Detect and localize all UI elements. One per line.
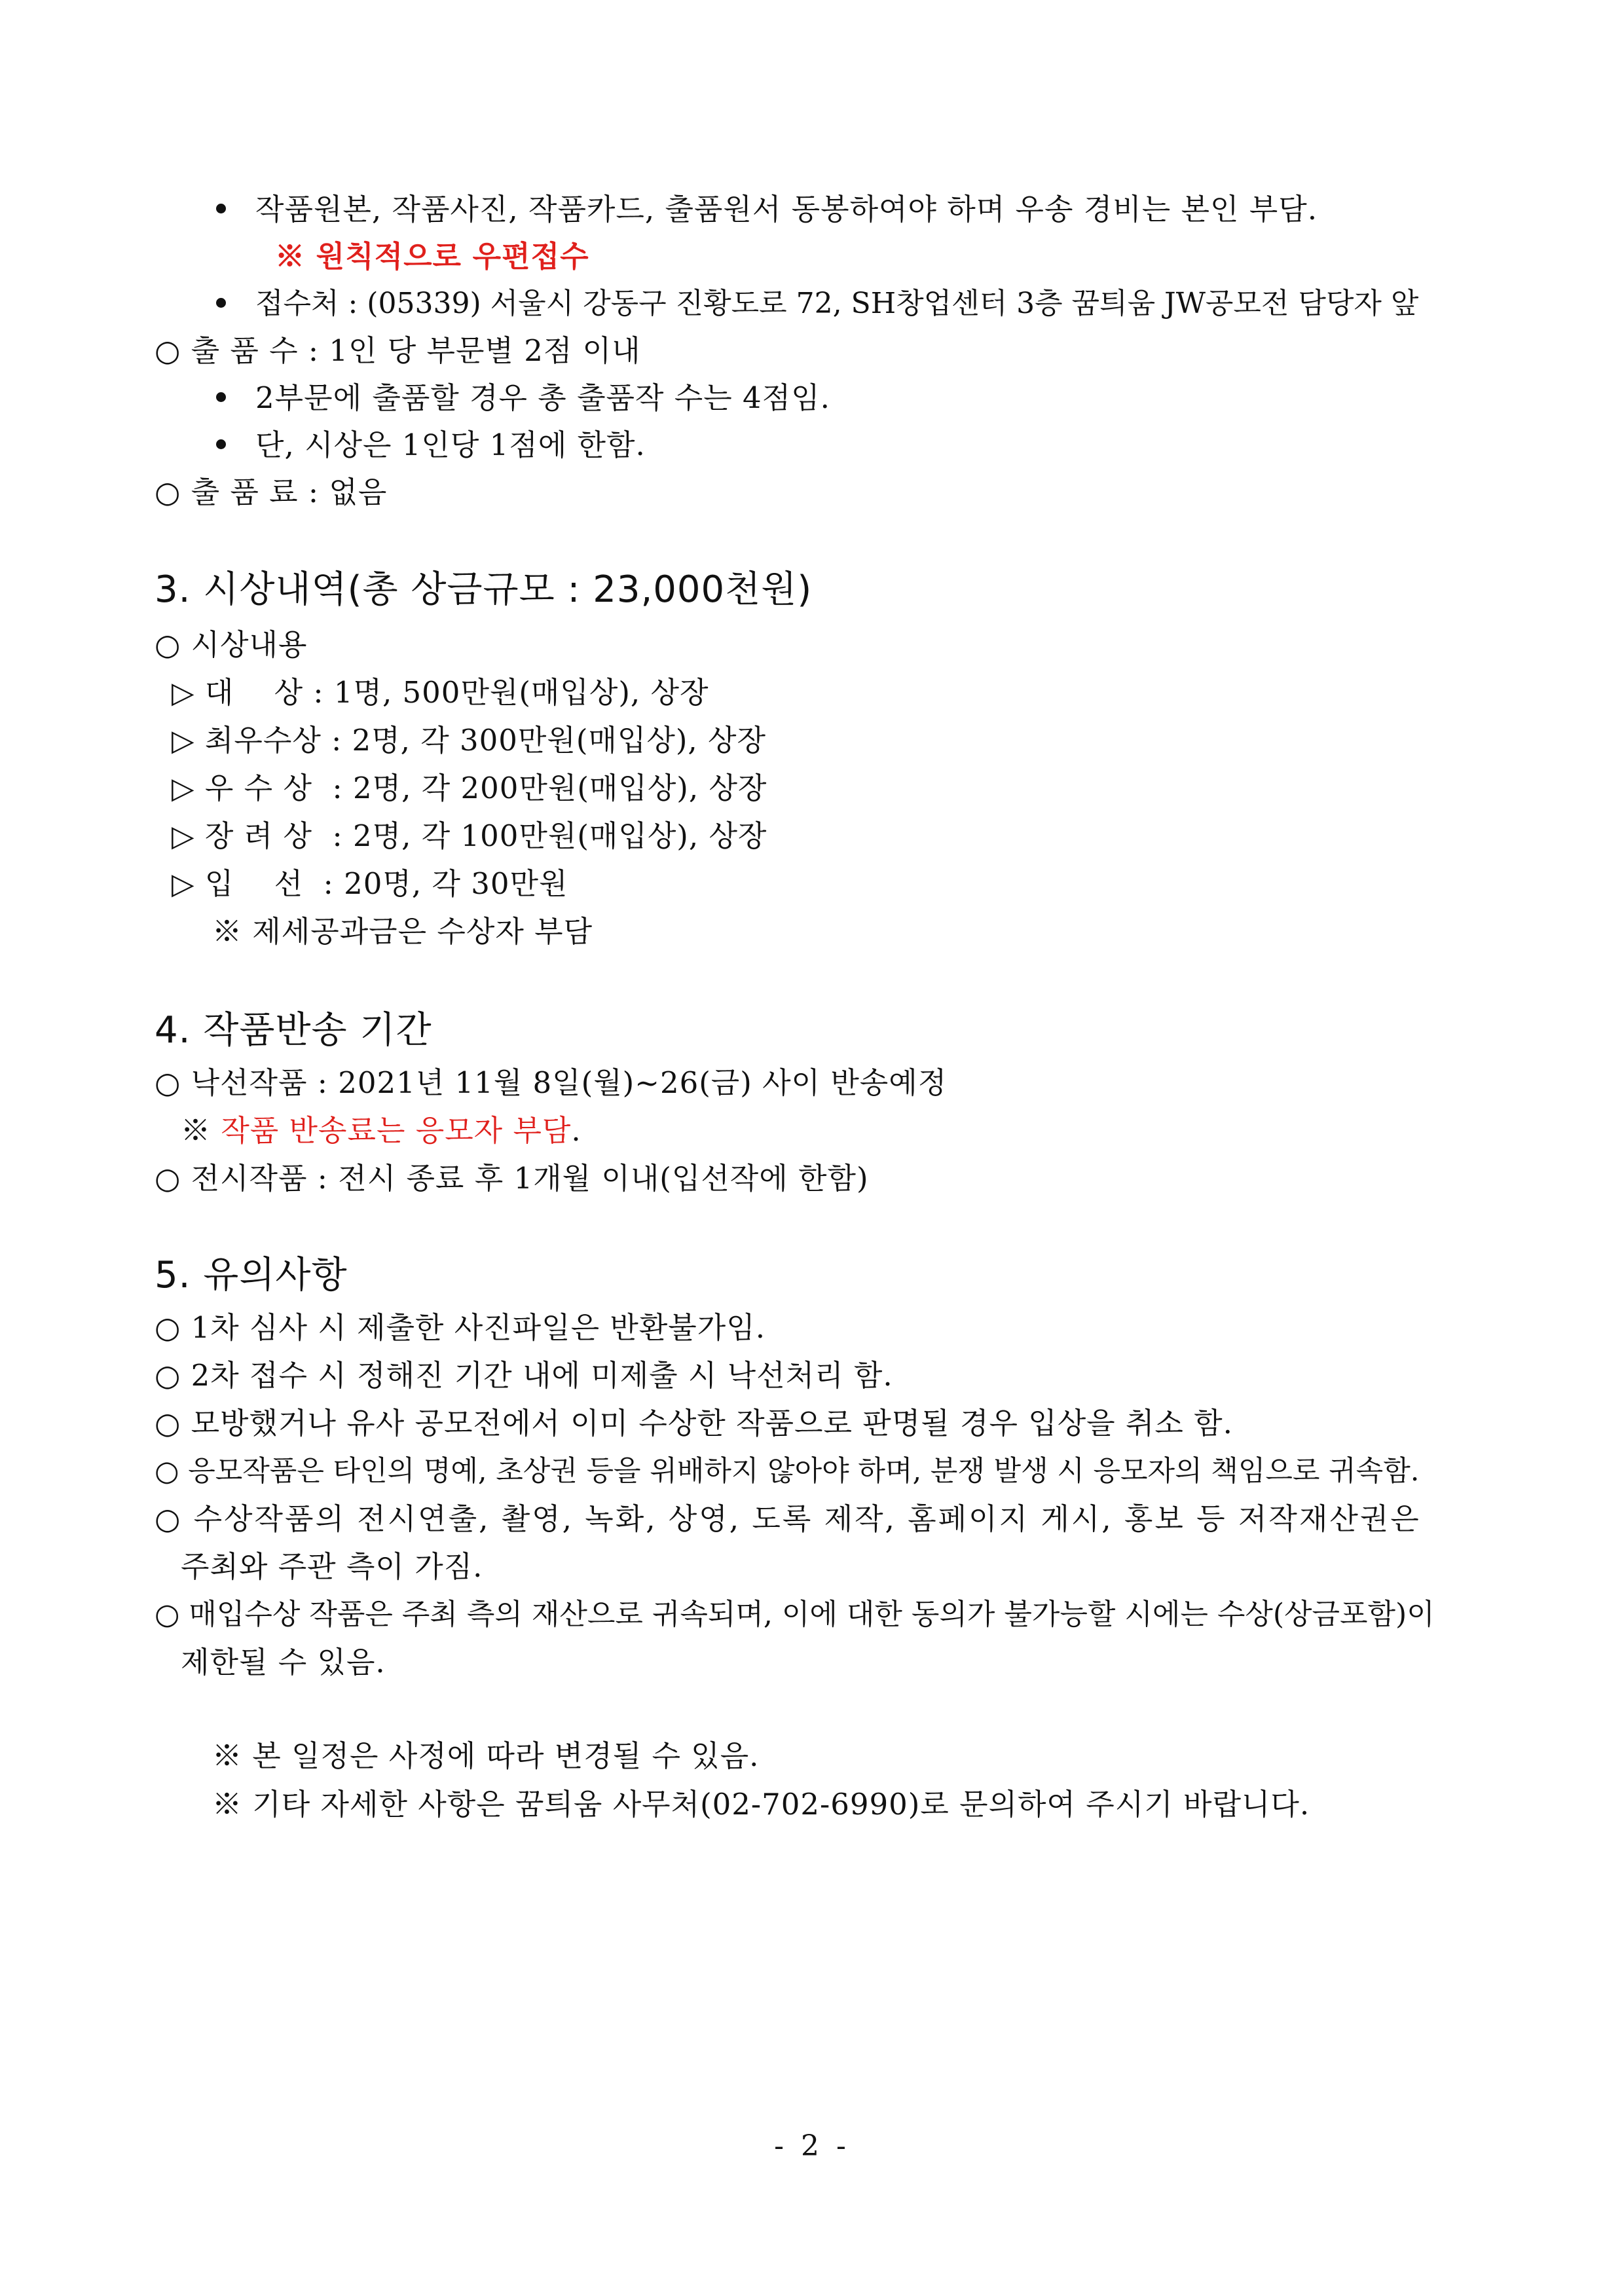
caution-line-continued: 주최와 주관 측이 가짐. (181, 1549, 483, 1584)
award-item-merit: ▷ 우 수 상 : 2명, 각 200만원(매입상), 상장 (172, 771, 767, 805)
exhibited-works-return-line: ○ 전시작품 : 전시 종료 후 1개월 이내(입선작에 한함) (155, 1161, 869, 1196)
entry-count-line: ○ 출 품 수 : 1인 당 부문별 2점 이내 (155, 333, 641, 368)
schedule-change-note: ※ 본 일정은 사정에 따라 변경될 수 있음. (212, 1738, 760, 1773)
return-fee-note (181, 1111, 581, 1150)
bullet-dot (216, 439, 226, 449)
caution-line: ○ 1차 심사 시 제출한 사진파일은 반환불가임. (155, 1310, 766, 1345)
rejected-works-return-line: ○ 낙선작품 : 2021년 11월 8일(월)~26(금) 사이 반송예정 (155, 1065, 948, 1100)
caution-line-continued: 제한될 수 있음. (181, 1645, 386, 1680)
submission-address-text: 접수처 : (05339) 서울시 강동구 진황도로 72, SH창업센터 3층 꿈틔움 JW공모전 담당자 앞 (255, 287, 1419, 320)
submission-items-text: 작품원본, 작품사진, 작품카드, 출품원서 동봉하여야 하며 우송 경비는 본인 부담. (255, 192, 1318, 227)
caution-line: ○ 2차 접수 시 정해진 기간 내에 미제출 시 낙선처리 함. (155, 1358, 893, 1393)
bullet-dot (216, 392, 226, 402)
bullet-dot (216, 298, 226, 308)
note-period: . (571, 1113, 581, 1148)
tax-note: ※ 제세공과금은 수상자 부담 (212, 914, 593, 949)
award-item-encouragement: ▷ 장 려 상 : 2명, 각 100만원(매입상), 상장 (172, 818, 767, 853)
note-mark: ※ (181, 1113, 221, 1148)
entry-count-bullet-1: 2부문에 출품할 경우 총 출품작 수는 4점임. (255, 380, 830, 415)
caution-line: ○ 모방했거나 유사 공모전에서 이미 수상한 작품으로 판명될 경우 입상을 취소 함. (155, 1406, 1233, 1441)
postal-submission-note: ※ 원칙적으로 우편접수 (275, 239, 589, 274)
caution-line: ○ 응모작품은 타인의 명예, 초상권 등을 위배하지 않아야 하며, 분쟁 발생 시 응모자의 책임으로 귀속함. (155, 1455, 1420, 1488)
contact-note: ※ 기타 자세한 사항은 꿈틔움 사무처(02-702-6990)로 문의하여 주시기 바랍니다. (212, 1787, 1310, 1822)
entry-count-bullet-2: 단, 시상은 1인당 1점에 한함. (255, 428, 646, 462)
section-5-heading: 5. 유의사항 (155, 1254, 348, 1296)
award-item-grand-prize: ▷ 대 상 : 1명, 500만원(매입상), 상장 (172, 675, 709, 710)
award-item-excellence: ▷ 최우수상 : 2명, 각 300만원(매입상), 상장 (172, 723, 766, 758)
caution-line: ○ 매입수상 작품은 주최 측의 재산으로 귀속되며, 이에 대한 동의가 불가능할 시에는 수상(상금포함)이 (155, 1598, 1435, 1631)
section-4-heading: 4. 작품반송 기간 (155, 1009, 432, 1052)
caution-line: ○ 수상작품의 전시연출, 촬영, 녹화, 상영, 도록 제작, 홈페이지 게시, 홍보 등 저작재산권은 (155, 1501, 1421, 1536)
entry-fee-line: ○ 출 품 료 : 없음 (155, 475, 388, 509)
bullet-dot (216, 204, 226, 213)
awards-subheading: ○ 시상내용 (155, 627, 308, 662)
return-fee-note-text: 작품 반송료는 응모자 부담 (221, 1113, 572, 1148)
page-number: - 2 - (774, 2129, 850, 2163)
section-3-heading: 3. 시상내역(총 상금규모 : 23,000천원) (155, 568, 813, 611)
award-item-selected: ▷ 입 선 : 20명, 각 30만원 (172, 866, 568, 901)
